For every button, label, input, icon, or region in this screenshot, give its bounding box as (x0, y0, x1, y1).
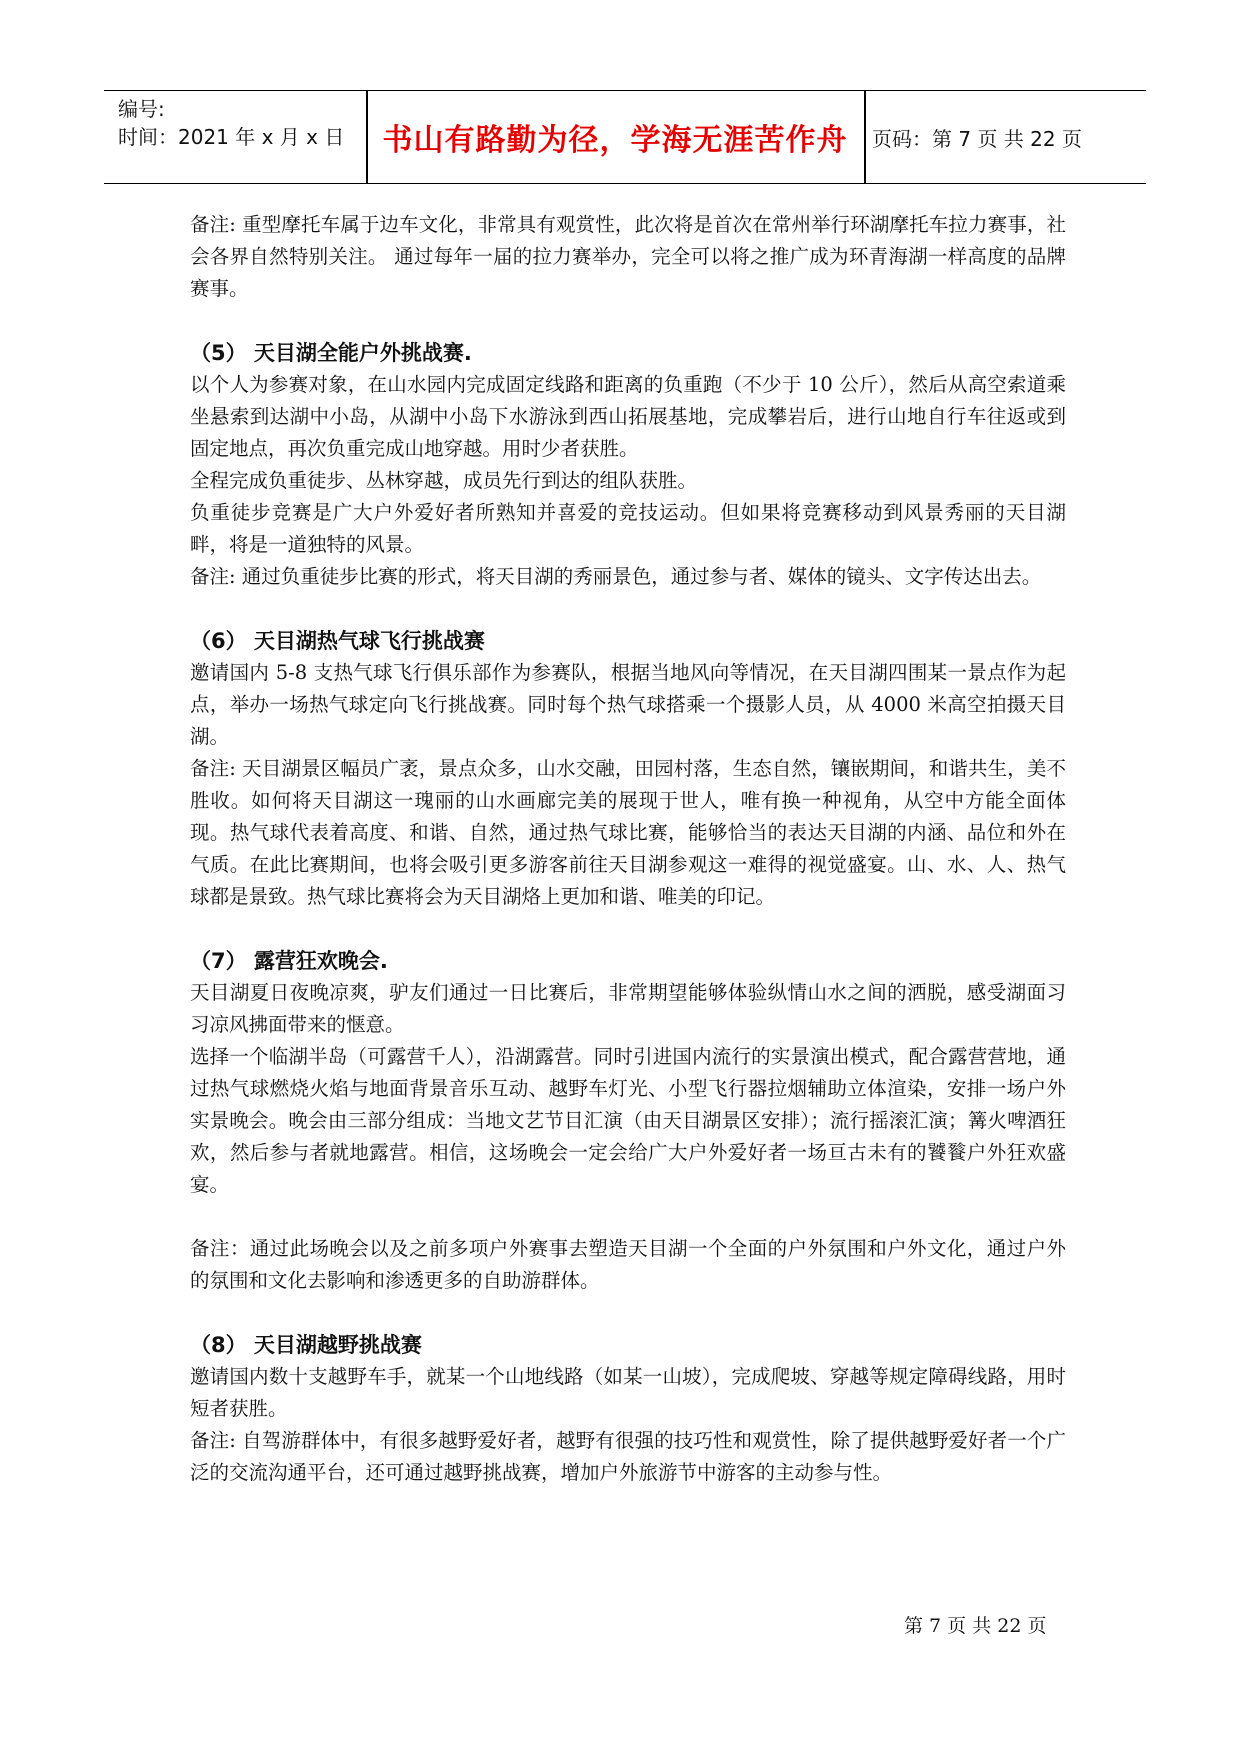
paragraph-note: 备注: 通过负重徒步比赛的形式，将天目湖的秀丽景色，通过参与者、媒体的镜头、文字传达出去。 (190, 565, 1042, 588)
section-heading-5: （5） 天目湖全能户外挑战赛. (190, 341, 472, 365)
header-page-info: 页码：第 7 页 共 22 页 (872, 126, 1082, 151)
document-number-label: 编号: (118, 97, 165, 121)
header-divider (366, 91, 368, 183)
paragraph: 选择一个临湖半岛（可露营千人），沿湖露营。同时引进国内流行的实景演出模式，配合露营营地，通过热气球燃烧火焰与地面背景音乐互动、越野车灯光、小型飞行器拉烟辅助立体渲染，安排一场户外实景晚会。晚会由三部分组成：当地文艺节目汇演（由天目湖景区安排）；流行摇滚汇演；篝火啤酒狂欢，然后参与者就地露营。相信，这场晚会一定会给广大户外爱好者一场亘古未有的饕餮户外狂欢盛宴。 (190, 1045, 1066, 1196)
section-heading-7: （7） 露营狂欢晚会. (190, 949, 388, 973)
paragraph-note: 备注: 天目湖景区幅员广袤，景点众多，山水交融，田园村落，生态自然，镶嵌期间，和谐共生，美不胜收。如何将天目湖这一瑰丽的山水画廊完美的展现于世人，唯有换一种视角，从空中方能全面体现。热气球代表着高度、和谐、自然，通过热气球比赛，能够恰当的表达天目湖的内涵、品位和外在气质。在此比赛期间，也将会吸引更多游客前往天目湖参观这一难得的视觉盛宴。山、水、人、热气球都是景致。热气球比赛将会为天目湖烙上更加和谐、唯美的印记。 (190, 757, 1066, 908)
paragraph: 邀请国内数十支越野车手，就某一个山地线路（如某一山坡），完成爬坡、穿越等规定障碍线路，用时短者获胜。 (190, 1365, 1066, 1420)
paragraph-note: 备注：通过此场晚会以及之前多项户外赛事去塑造天目湖一个全面的户外氛围和户外文化，通过户外的氛围和文化去影响和渗透更多的自助游群体。 (190, 1237, 1066, 1292)
header-divider (864, 91, 866, 183)
paragraph: 以个人为参赛对象，在山水园内完成固定线路和距离的负重跑（不少于 10 公斤），然后从高空索道乘坐悬索到达湖中小岛，从湖中小岛下水游泳到西山拓展基地，完成攀岩后，进行山地自行车往返或到固定地点，再次负重完成山地穿越。用时少者获胜。 (190, 373, 1066, 460)
section-heading-6: （6） 天目湖热气球飞行挑战赛 (190, 629, 485, 653)
paragraph-note: 备注: 自驾游群体中，有很多越野爱好者，越野有很强的技巧性和观赏性，除了提供越野爱好者一个广泛的交流沟通平台，还可通过越野挑战赛，增加户外旅游节中游客的主动参与性。 (190, 1429, 1066, 1484)
document-body (190, 209, 1066, 1489)
section-heading-8: （8） 天目湖越野挑战赛 (190, 1333, 422, 1357)
paragraph-note-motorcycle: 备注: 重型摩托车属于边车文化，非常具有观赏性，此次将是首次在常州举行环湖摩托车拉力赛事，社会各界自然特别关注。 通过每年一届的拉力赛举办，完全可以将之推广成为环青海湖一样高度的品牌赛事。 (190, 213, 1066, 300)
paragraph: 全程完成负重徒步、丛林穿越，成员先行到达的组队获胜。 (190, 469, 698, 492)
paragraph: 负重徒步竞赛是广大户外爱好者所熟知并喜爱的竞技运动。但如果将竞赛移动到风景秀丽的天目湖畔，将是一道独特的风景。 (190, 501, 1066, 556)
header-meta (118, 95, 366, 151)
document-time: 时间：2021 年 x 月 x 日 (118, 125, 345, 149)
page-footer: 第 7 页 共 22 页 (904, 1615, 1047, 1637)
header-motto: 书山有路勤为径，学海无涯苦作舟 (382, 123, 848, 158)
page-header (104, 90, 1146, 184)
paragraph: 邀请国内 5-8 支热气球飞行俱乐部作为参赛队，根据当地风向等情况，在天目湖四围某一景点作为起点，举办一场热气球定向飞行挑战赛。同时每个热气球搭乘一个摄影人员，从 4000 米高空拍摄天目湖。 (190, 661, 1066, 748)
paragraph: 天目湖夏日夜晚凉爽，驴友们通过一日比赛后，非常期望能够体验纵情山水之间的洒脱，感受湖面习习凉风拂面带来的惬意。 (190, 981, 1066, 1036)
